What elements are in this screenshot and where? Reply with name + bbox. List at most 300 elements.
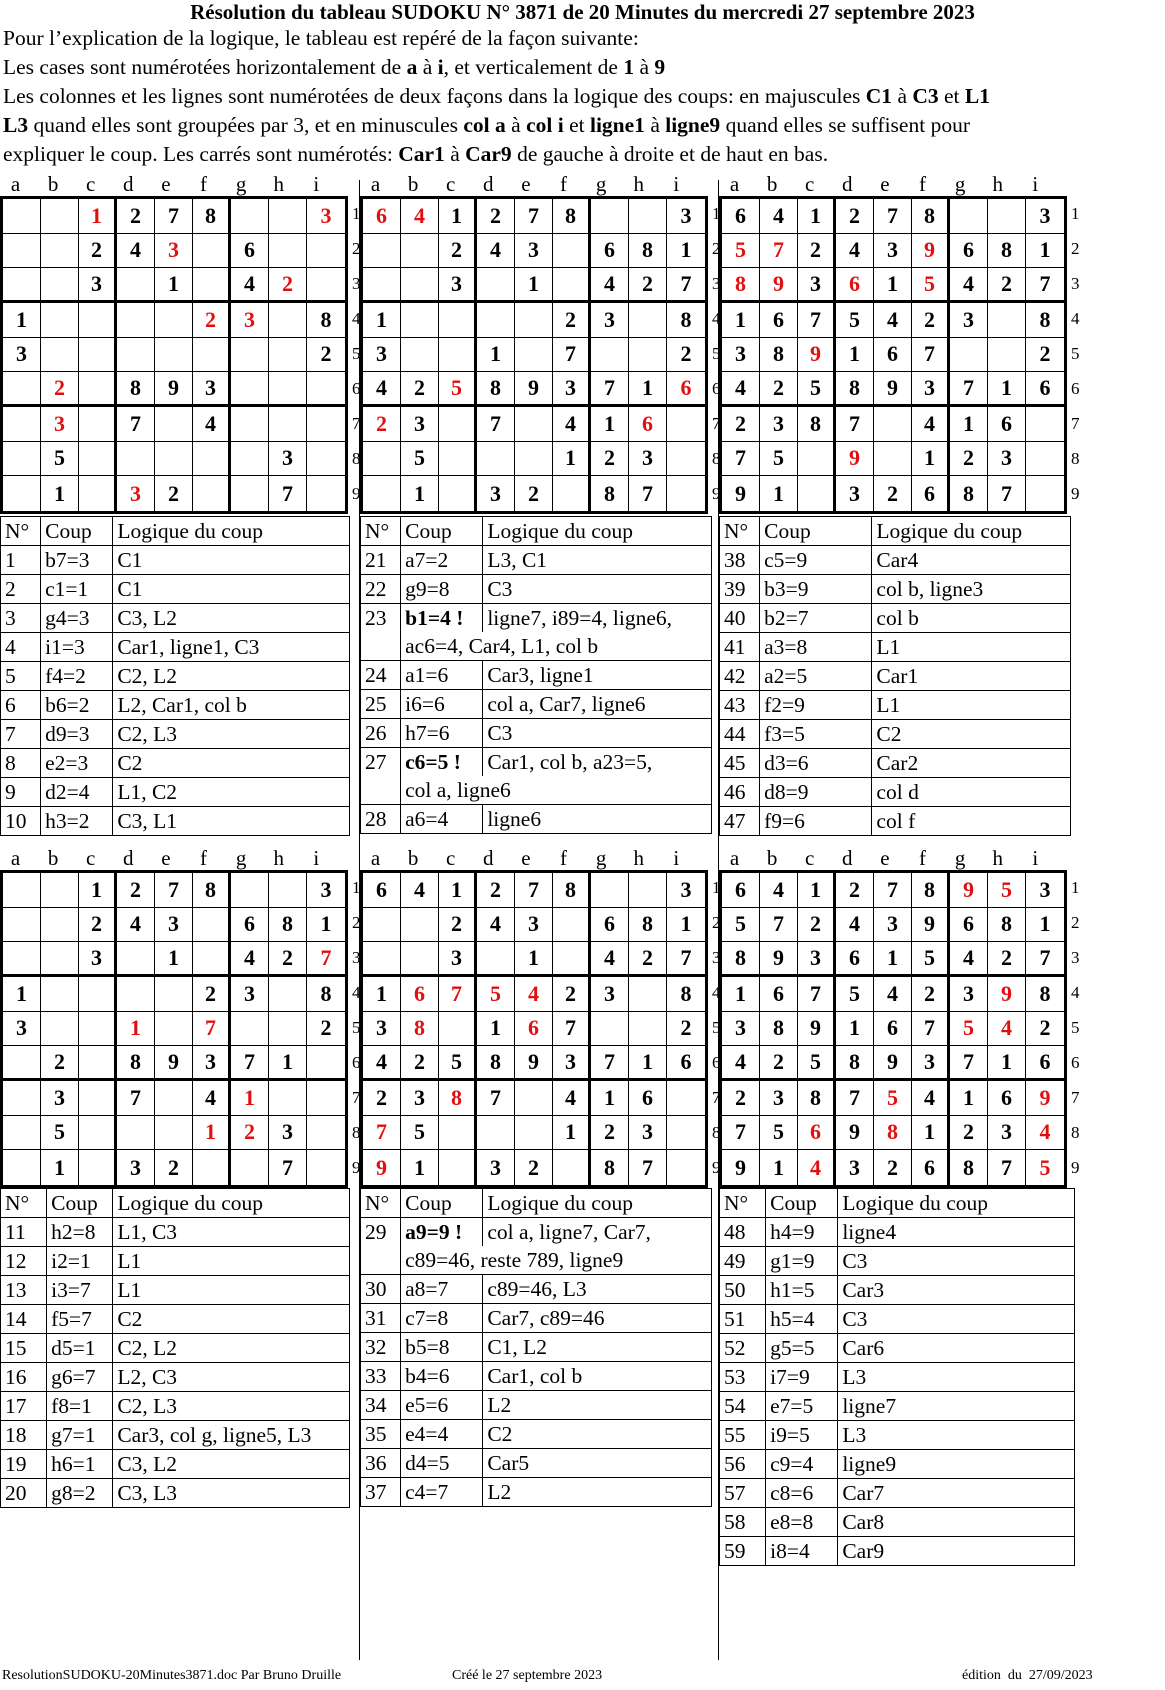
sudoku-cell: 4 (874, 303, 912, 338)
intro-fragment: Les cases sont numérotées horizontalement de (3, 55, 407, 79)
move-number: 19 (1, 1450, 47, 1479)
row-number: 6 (352, 1053, 361, 1072)
sudoku-cell: 3 (477, 1150, 515, 1185)
sudoku-cell: 1 (553, 442, 591, 477)
move-number: 4 (1, 633, 41, 662)
move-value: f3=5 (760, 720, 872, 749)
sudoku-cell: 8 (307, 977, 345, 1012)
sudoku-cell: 9 (760, 268, 798, 303)
move-value: f4=2 (41, 662, 113, 691)
move-logic: L1 (872, 633, 1071, 662)
sudoku-cell: 4 (950, 942, 988, 977)
table-row (720, 662, 1071, 691)
sudoku-cell: 2 (912, 977, 950, 1012)
footer-created: Créé le 27 septembre 2023 (452, 1668, 603, 1683)
sudoku-cell: 6 (667, 372, 705, 407)
move-logic: C3 (483, 719, 712, 748)
sudoku-cell: 6 (515, 1012, 553, 1047)
sudoku-cell (79, 442, 117, 477)
sudoku-cell: 3 (553, 1046, 591, 1081)
sudoku-cell: 8 (629, 234, 667, 269)
column-letter: f (919, 846, 926, 870)
sudoku-cell: 6 (988, 1081, 1026, 1116)
sudoku-cell: 7 (629, 1150, 667, 1185)
sudoku-cell (307, 268, 345, 303)
sudoku-cell: 7 (798, 303, 836, 338)
column-letter: d (123, 846, 134, 870)
table-row (1, 575, 350, 604)
move-number: 14 (1, 1305, 47, 1334)
move-number: 27 (361, 748, 401, 777)
sudoku-cell: 3 (988, 442, 1026, 477)
sudoku-cell (477, 303, 515, 338)
move-value: c7=8 (401, 1304, 483, 1333)
sudoku-cell: 7 (988, 1150, 1026, 1185)
sudoku-cell (477, 268, 515, 303)
sudoku-cell (3, 908, 41, 943)
move-number: 42 (720, 662, 760, 691)
sudoku-cell (193, 234, 231, 269)
sudoku-cell: 8 (629, 908, 667, 943)
move-value: a3=8 (760, 633, 872, 662)
sudoku-cell (515, 442, 553, 477)
sudoku-cell: 3 (798, 942, 836, 977)
sudoku-cell: 7 (760, 234, 798, 269)
sudoku-cell: 6 (912, 476, 950, 511)
sudoku-cell: 2 (269, 942, 307, 977)
sudoku-cell: 1 (477, 338, 515, 373)
table-row (361, 575, 712, 604)
move-logic: Car5 (483, 1449, 712, 1478)
sudoku-cell: 1 (591, 407, 629, 442)
sudoku-cell (1026, 476, 1064, 511)
row-number: 1 (712, 204, 721, 223)
column-letter: g (595, 846, 607, 870)
sudoku-grid (719, 870, 1067, 1188)
move-logic: col a, ligne7, Car7, (483, 1218, 712, 1247)
sudoku-cell: 1 (41, 476, 79, 511)
sudoku-panel (360, 172, 732, 514)
sudoku-panel (719, 846, 1091, 1188)
sudoku-cell (307, 407, 345, 442)
sudoku-cell: 2 (117, 873, 155, 908)
column-letter: h (273, 846, 284, 870)
move-number: 5 (1, 662, 41, 691)
sudoku-panel (0, 172, 372, 514)
sudoku-cell (477, 1116, 515, 1151)
column-letter: a (10, 846, 21, 870)
sudoku-cell: 7 (269, 1150, 307, 1185)
sudoku-cell: 2 (155, 1150, 193, 1185)
sudoku-cell: 6 (1026, 1046, 1064, 1081)
sudoku-cell (553, 908, 591, 943)
intro-fragment: Pour l’explication de la logique, le tableau est repéré de la façon suivante: (3, 26, 639, 50)
move-value: c1=1 (41, 575, 113, 604)
sudoku-cell: 8 (988, 234, 1026, 269)
sudoku-cell: 5 (912, 268, 950, 303)
move-number: 53 (720, 1363, 766, 1392)
sudoku-cell (307, 1116, 345, 1151)
move-logic: C2 (113, 1305, 350, 1334)
move-logic: col d (872, 778, 1071, 807)
sudoku-cell: 7 (553, 338, 591, 373)
row-number: 5 (352, 1018, 361, 1037)
table-header-cell: Logique du coup (872, 517, 1071, 546)
move-logic: L1 (113, 1276, 350, 1305)
sudoku-cell (553, 476, 591, 511)
sudoku-cell (307, 476, 345, 511)
sudoku-cell (79, 1081, 117, 1116)
sudoku-cell: 3 (515, 234, 553, 269)
sudoku-grid (360, 196, 708, 514)
sudoku-cell: 6 (629, 1081, 667, 1116)
sudoku-cell: 7 (629, 476, 667, 511)
sudoku-cell: 1 (363, 977, 401, 1012)
moves-table (360, 516, 712, 834)
move-value: d8=9 (760, 778, 872, 807)
intro-keyword: 9 (654, 55, 666, 79)
sudoku-cell (79, 1116, 117, 1151)
sudoku-cell (363, 942, 401, 977)
move-value: i2=1 (47, 1247, 113, 1276)
move-number: 28 (361, 805, 401, 834)
table-row (1, 546, 350, 575)
sudoku-cell (307, 1046, 345, 1081)
row-number: 5 (1071, 1018, 1080, 1037)
move-number: 45 (720, 749, 760, 778)
move-number: 9 (1, 778, 41, 807)
sudoku-cell (231, 873, 269, 908)
sudoku-cell: 5 (836, 977, 874, 1012)
move-logic: C1, L2 (483, 1333, 712, 1362)
row-number: 8 (1071, 1123, 1080, 1142)
move-logic: C3 (838, 1247, 1075, 1276)
sudoku-cell: 7 (591, 372, 629, 407)
move-logic: ligne4 (838, 1218, 1075, 1247)
sudoku-cell (439, 1012, 477, 1047)
sudoku-cell (439, 407, 477, 442)
move-number: 48 (720, 1218, 766, 1247)
column-letter: e (161, 846, 171, 870)
sudoku-grid (719, 196, 1067, 514)
sudoku-cell: 3 (439, 942, 477, 977)
sudoku-cell: 6 (231, 234, 269, 269)
move-number: 13 (1, 1276, 47, 1305)
sudoku-cell (155, 338, 193, 373)
sudoku-cell: 4 (117, 234, 155, 269)
sudoku-cell: 3 (591, 977, 629, 1012)
table-row (720, 1421, 1075, 1450)
intro-fragment: à (644, 113, 666, 137)
footer-filename: ResolutionSUDOKU-20Minutes3871.doc Par Bruno Druille (2, 1668, 342, 1683)
intro-fragment: à (505, 113, 527, 137)
sudoku-cell: 8 (798, 407, 836, 442)
table-row (1, 1218, 350, 1247)
row-number: 6 (1071, 379, 1080, 398)
column-letter: d (842, 846, 853, 870)
move-number: 58 (720, 1508, 766, 1537)
sudoku-cell: 1 (3, 977, 41, 1012)
sudoku-cell (231, 407, 269, 442)
move-logic: ligne7, i89=4, ligne6, (483, 604, 712, 633)
table-row (361, 1478, 712, 1507)
move-value: c9=4 (766, 1450, 838, 1479)
sudoku-cell (269, 1012, 307, 1047)
column-letter: b (47, 846, 59, 870)
sudoku-cell: 7 (1026, 942, 1064, 977)
move-logic: col a, Car7, ligne6 (483, 690, 712, 719)
sudoku-cell: 8 (117, 1046, 155, 1081)
move-number: 2 (1, 575, 41, 604)
sudoku-cell: 2 (477, 873, 515, 908)
table-row (361, 1333, 712, 1362)
move-value: i9=5 (766, 1421, 838, 1450)
table-header-cell: Coup (760, 517, 872, 546)
sudoku-cell (307, 442, 345, 477)
sudoku-cell: 9 (515, 372, 553, 407)
sudoku-cell: 2 (874, 1150, 912, 1185)
sudoku-cell: 8 (1026, 303, 1064, 338)
sudoku-cell: 2 (798, 234, 836, 269)
sudoku-cell (79, 338, 117, 373)
move-number: 29 (361, 1218, 401, 1247)
move-logic: Car1, ligne1, C3 (113, 633, 350, 662)
intro-fragment: à (417, 55, 438, 79)
sudoku-cell: 6 (950, 908, 988, 943)
table-row (361, 632, 712, 661)
column-letter: b (407, 846, 419, 870)
column-letter: h (633, 846, 644, 870)
sudoku-cell (515, 1081, 553, 1116)
move-value: e7=5 (766, 1392, 838, 1421)
moves-table (719, 1188, 1075, 1566)
sudoku-cell: 4 (193, 1081, 231, 1116)
sudoku-cell (79, 977, 117, 1012)
row-number: 3 (352, 274, 361, 293)
sudoku-cell: 2 (1026, 1012, 1064, 1047)
move-logic: C3, L1 (113, 807, 350, 836)
sudoku-cell: 6 (760, 977, 798, 1012)
move-number: 6 (1, 691, 41, 720)
sudoku-cell (950, 199, 988, 234)
sudoku-cell: 2 (722, 1081, 760, 1116)
column-letter: e (161, 172, 171, 196)
sudoku-cell: 8 (193, 873, 231, 908)
sudoku-cell: 6 (363, 873, 401, 908)
sudoku-cell: 1 (79, 873, 117, 908)
sudoku-cell: 1 (988, 372, 1026, 407)
sudoku-cell (363, 234, 401, 269)
sudoku-cell: 8 (667, 303, 705, 338)
move-logic: L1 (113, 1247, 350, 1276)
column-letters (360, 846, 710, 870)
sudoku-cell (3, 372, 41, 407)
row-number: 1 (352, 204, 361, 223)
sudoku-cell (3, 1150, 41, 1185)
sudoku-cell: 1 (836, 338, 874, 373)
column-letter: g (595, 172, 607, 196)
table-row (720, 691, 1071, 720)
table-row (361, 546, 712, 575)
column-letter: g (235, 172, 247, 196)
intro-fragment: à (634, 55, 655, 79)
column-letter: b (766, 172, 778, 196)
row-number: 7 (1071, 414, 1080, 433)
sudoku-cell (155, 1081, 193, 1116)
row-number: 4 (1071, 983, 1080, 1002)
sudoku-cell: 3 (231, 303, 269, 338)
sudoku-cell: 8 (117, 372, 155, 407)
sudoku-cell (874, 407, 912, 442)
move-logic: L2, C3 (113, 1363, 350, 1392)
sudoku-cell: 7 (798, 977, 836, 1012)
sudoku-cell: 1 (667, 908, 705, 943)
column-letter: g (954, 172, 966, 196)
sudoku-cell (117, 303, 155, 338)
sudoku-cell: 7 (912, 1012, 950, 1047)
sudoku-cell (155, 977, 193, 1012)
sudoku-cell (193, 268, 231, 303)
intro-keyword: ligne9 (665, 113, 721, 137)
sudoku-cell: 4 (363, 372, 401, 407)
sudoku-cell: 7 (269, 476, 307, 511)
row-number: 1 (1071, 878, 1080, 897)
sudoku-cell (41, 942, 79, 977)
sudoku-cell: 7 (722, 1116, 760, 1151)
sudoku-cell (363, 268, 401, 303)
move-value: c6=5 ! (401, 748, 483, 777)
sudoku-cell: 3 (912, 1046, 950, 1081)
table-row (720, 1537, 1075, 1566)
sudoku-cell (79, 1012, 117, 1047)
sudoku-cell: 1 (874, 942, 912, 977)
sudoku-cell: 1 (307, 908, 345, 943)
sudoku-cell: 1 (874, 268, 912, 303)
move-logic: Car1, col b (483, 1362, 712, 1391)
page-title: Résolution du tableau SUDOKU N° 3871 de 20 Minutes du mercredi 27 septembre 2023 (190, 0, 975, 24)
sudoku-cell: 3 (155, 908, 193, 943)
move-number: 51 (720, 1305, 766, 1334)
sudoku-cell (307, 372, 345, 407)
table-row (1, 1363, 350, 1392)
sudoku-cell: 3 (722, 1012, 760, 1047)
sudoku-cell (269, 407, 307, 442)
sudoku-cell: 3 (79, 942, 117, 977)
sudoku-cell: 9 (722, 476, 760, 511)
column-letter: i (313, 846, 320, 870)
table-row (720, 1276, 1075, 1305)
sudoku-cell (515, 407, 553, 442)
column-letter: c (86, 846, 96, 870)
sudoku-cell (41, 199, 79, 234)
row-number: 7 (712, 414, 721, 433)
sudoku-cell (193, 442, 231, 477)
sudoku-cell (3, 1046, 41, 1081)
sudoku-grid (0, 870, 348, 1188)
sudoku-cell: 6 (836, 268, 874, 303)
sudoku-cell (155, 1116, 193, 1151)
sudoku-cell: 4 (117, 908, 155, 943)
move-logic: L3, C1 (483, 546, 712, 575)
sudoku-cell (667, 1150, 705, 1185)
table-row (720, 1450, 1075, 1479)
sudoku-cell (41, 234, 79, 269)
row-number: 5 (1071, 344, 1080, 363)
sudoku-cell: 5 (760, 442, 798, 477)
sudoku-cell: 2 (363, 407, 401, 442)
move-logic: C2, L3 (113, 720, 350, 749)
sudoku-cell: 6 (988, 407, 1026, 442)
move-number: 10 (1, 807, 41, 836)
sudoku-cell: 6 (629, 407, 667, 442)
table-header-cell: Coup (766, 1189, 838, 1218)
sudoku-cell: 1 (231, 1081, 269, 1116)
sudoku-cell: 6 (760, 303, 798, 338)
sudoku-cell: 7 (307, 942, 345, 977)
row-number: 6 (712, 379, 721, 398)
sudoku-cell: 4 (477, 234, 515, 269)
column-letter: f (560, 172, 567, 196)
row-number: 2 (352, 913, 361, 932)
sudoku-cell: 3 (3, 338, 41, 373)
row-number: 6 (352, 379, 361, 398)
sudoku-cell: 1 (950, 407, 988, 442)
move-number: 50 (720, 1276, 766, 1305)
table-header-cell: Logique du coup (113, 517, 350, 546)
sudoku-cell (629, 303, 667, 338)
table-header-cell: Logique du coup (483, 1189, 712, 1218)
sudoku-cell (667, 476, 705, 511)
sudoku-cell: 3 (439, 268, 477, 303)
move-logic: Car7 (838, 1479, 1075, 1508)
row-number: 5 (712, 1018, 721, 1037)
sudoku-cell: 4 (553, 407, 591, 442)
move-value: i7=9 (766, 1363, 838, 1392)
sudoku-cell: 6 (591, 908, 629, 943)
table-header-row (720, 1189, 1075, 1218)
table-header-row (361, 1189, 712, 1218)
sudoku-cell (477, 942, 515, 977)
sudoku-cell: 1 (760, 1150, 798, 1185)
sudoku-grid (0, 196, 348, 514)
move-number: 54 (720, 1392, 766, 1421)
row-number: 4 (712, 983, 721, 1002)
sudoku-cell: 3 (874, 234, 912, 269)
table-row (720, 749, 1071, 778)
move-number: 44 (720, 720, 760, 749)
sudoku-cell: 4 (722, 372, 760, 407)
sudoku-cell (231, 442, 269, 477)
sudoku-cell (79, 476, 117, 511)
row-number: 9 (712, 1158, 721, 1177)
logic-continuation: ac6=4, Car4, L1, col b (401, 632, 712, 661)
sudoku-cell: 2 (193, 977, 231, 1012)
table-row (1, 1276, 350, 1305)
column-letter: f (200, 172, 207, 196)
column-letter: b (47, 172, 59, 196)
row-numbers (1071, 870, 1091, 1188)
sudoku-cell: 5 (874, 1081, 912, 1116)
sudoku-cell (3, 199, 41, 234)
sudoku-cell: 3 (950, 977, 988, 1012)
sudoku-cell (155, 1012, 193, 1047)
sudoku-cell: 6 (874, 338, 912, 373)
sudoku-cell: 7 (477, 407, 515, 442)
table-row (361, 1362, 712, 1391)
row-number: 3 (1071, 274, 1080, 293)
sudoku-cell: 3 (401, 407, 439, 442)
move-number: 25 (361, 690, 401, 719)
